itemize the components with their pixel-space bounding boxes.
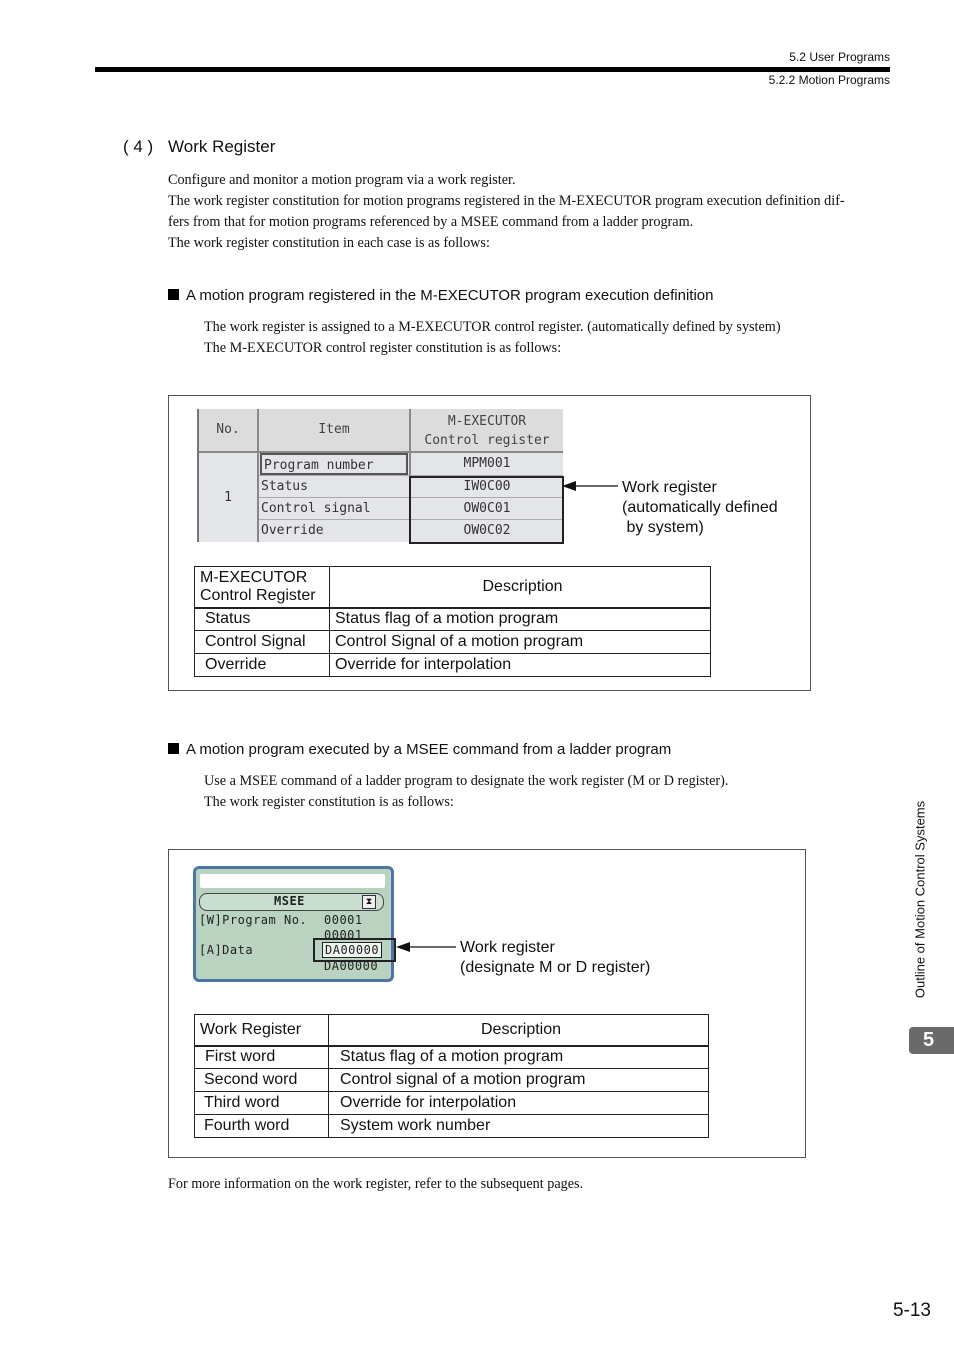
intro-paragraph [168,170,893,254]
msee-help-icon[interactable]: ⧗ [362,895,376,909]
table-header-cell [195,567,330,608]
section-title: Work Register [168,137,276,156]
section-number: ( 4 ) [123,137,154,156]
data-highlight-box [313,938,396,962]
callout-line: Work register [622,479,717,496]
col-no-header: No. [199,409,257,451]
col-register-line2: Control register [424,433,550,448]
table-header-cell: Description [329,1015,709,1046]
table-row [195,654,711,677]
header-line: Control Register [200,586,316,604]
col-register-header [411,409,563,451]
col-register-line1: M-EXECUTOR [447,414,527,429]
msee-data-value: DA00000 [322,942,382,958]
table-cell-register: Fourth word [195,1115,329,1138]
bullet-heading-text: A motion program registered in the M-EXECUTOR program execution definition [186,287,714,304]
item-override: Override [261,523,324,538]
section2-body [204,771,728,813]
row-number: 1 [224,490,232,505]
table-header-row [195,567,711,608]
item-program-number: Program number [260,453,408,475]
body-line: Use a MSEE command of a ladder program to designate the work register (M or D register). [204,773,729,789]
table-header-cell: Description [330,567,711,608]
bullet-heading-msee [168,741,671,758]
section1-body [204,317,781,359]
callout-line: Work register [460,939,555,956]
table-row [195,631,711,654]
chapter-side-label: Outline of Motion Control Systems [912,800,928,999]
table-cell-description: Control signal of a motion program [329,1069,709,1092]
intro-line: The work register constitution for motion programs registered in the M-EXECUTOR program execution definition dif- [168,193,845,209]
callout-line: (designate M or D register) [460,959,651,976]
mexecutor-register-table [194,566,711,677]
table-header-cell: Work Register [195,1015,329,1046]
intro-line: Configure and monitor a motion program via a work register. [168,172,516,188]
callout-line: by system) [622,519,704,536]
msee-command-window [193,866,394,982]
section-heading [123,137,275,157]
table-header-row [195,1015,709,1046]
header-line: M-EXECUTOR [200,568,308,586]
table-row [195,1115,709,1138]
callout-arrow [560,478,620,494]
header-rule [95,67,890,72]
header-subsection: 5.2.2 Motion Programs [768,73,890,87]
table-cell-register: Control Signal [195,631,330,654]
body-line: The work register is assigned to a M-EXECUTOR control register. (automatically defined by system) [204,319,781,335]
table-cell-description: System work number [329,1115,709,1138]
table-cell-description: Override for interpolation [330,654,711,677]
msee-data-label: [A]Data [199,943,254,957]
msee-program-value: 00001 [324,913,363,927]
item-status: Status [261,479,308,494]
page-number: 5-13 [892,1300,931,1321]
body-line: The M-EXECUTOR control register constitution is as follows: [204,340,562,356]
grid-line [199,451,563,453]
table-cell-register: Third word [195,1092,329,1115]
table-cell-register: Override [195,654,330,677]
work-register-table [194,1014,709,1138]
bullet-heading-mexecutor [168,287,713,304]
table-cell-description: Status flag of a motion program [330,608,711,631]
body-line: The work register constitution is as follows: [204,794,454,810]
register-screenshot [197,409,563,542]
item-control-signal: Control signal [261,501,371,516]
table-row [195,1046,709,1069]
callout-work-register-designate [460,938,650,978]
reg-override: OW0C02 [463,523,511,538]
table-row [195,608,711,631]
table-cell-register: First word [195,1046,329,1069]
footnote: For more information on the work register, refer to the subsequent pages. [168,1176,584,1192]
register-highlight [409,476,564,544]
intro-line: fers from that for motion programs referenced by a MSEE command from a ladder program. [168,214,694,230]
callout-work-register-auto [622,478,778,538]
col-item-header: Item [259,409,409,451]
table-cell-register: Status [195,608,330,631]
msee-data-value-2: DA00000 [324,959,379,973]
msee-program-label: [W]Program No. [199,913,308,927]
chapter-tab: 5 [909,1027,954,1054]
bullet-heading-text: A motion program executed by a MSEE command from a ladder program [186,741,672,758]
table-cell-description: Override for interpolation [329,1092,709,1115]
square-bullet-icon [168,289,179,300]
table-row [195,1069,709,1092]
callout-line: (automatically defined [622,499,778,516]
msee-title: MSEE [274,894,305,908]
msee-program-value-2: 00001 [324,928,363,942]
table-cell-register: Second word [195,1069,329,1092]
reg-status: IW0C00 [463,479,511,494]
table-row [195,1092,709,1115]
reg-control-signal: OW0C01 [463,501,511,516]
square-bullet-icon [168,743,179,754]
table-cell-description: Status flag of a motion program [329,1046,709,1069]
msee-title-strip [200,874,385,888]
table-cell-description: Control Signal of a motion program [330,631,711,654]
intro-line: The work register constitution in each case is as follows: [168,235,490,251]
header-section: 5.2 User Programs [789,50,890,64]
callout-arrow [394,939,458,955]
reg-program-number: MPM001 [463,456,511,471]
